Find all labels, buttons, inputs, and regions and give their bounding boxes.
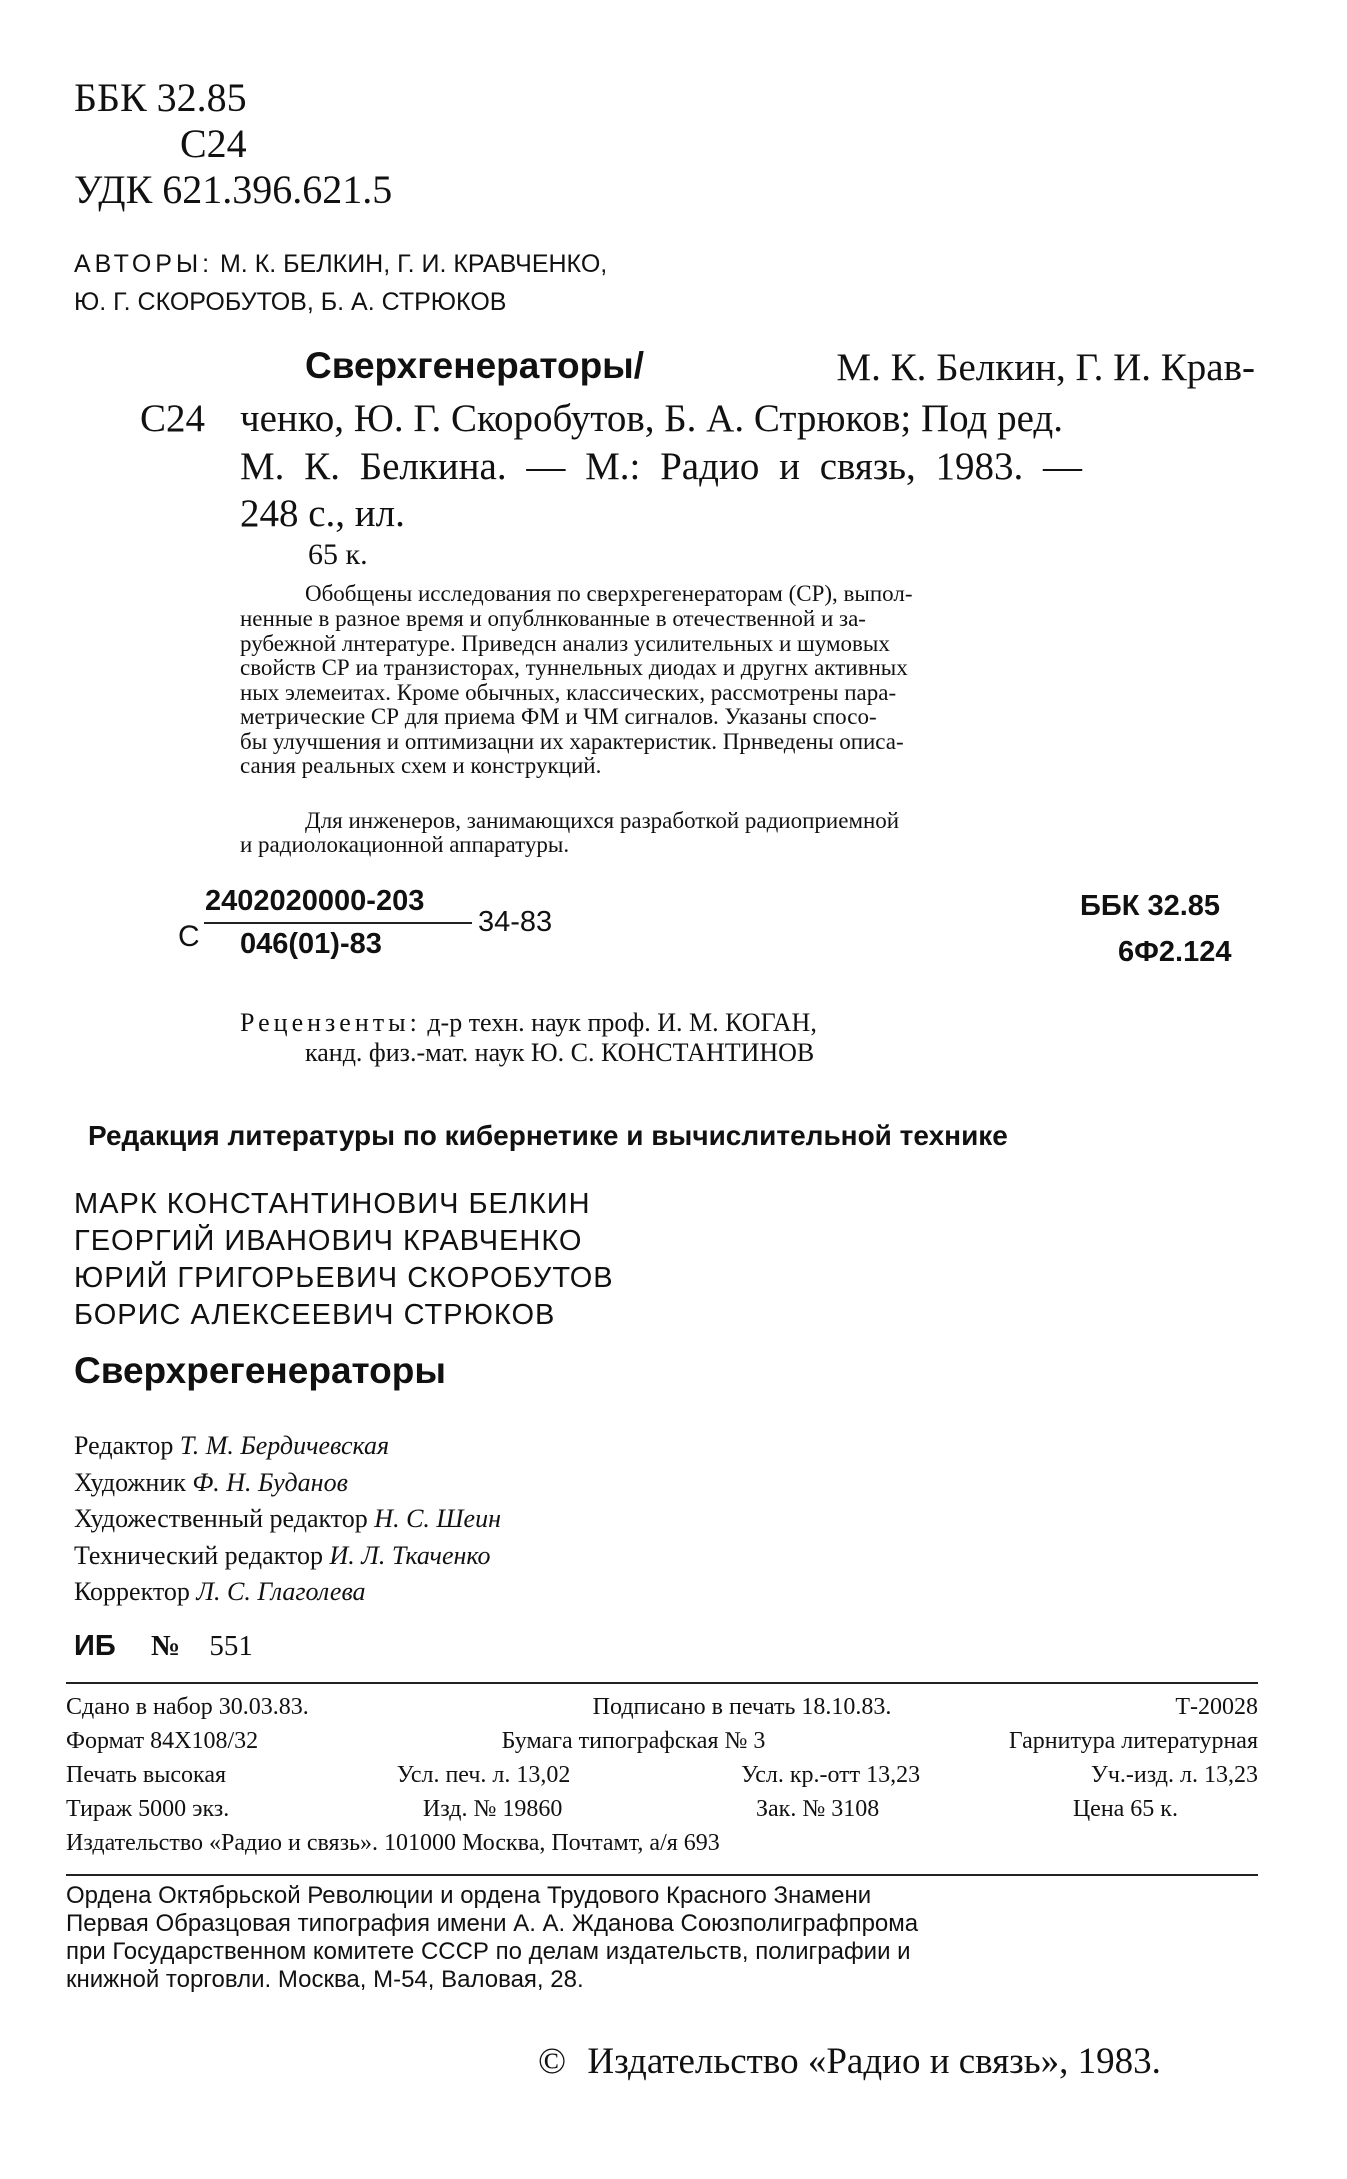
editorial-line: Редакция литературы по кибернетике и вычислительной технике: [88, 1120, 1008, 1151]
formula-bbk: ББК 32.85: [1080, 890, 1221, 922]
printer-block: [66, 1882, 918, 1994]
print-info-bottom-rule: [66, 1874, 1258, 1876]
print-row-5: Издательство «Радио и связь». 101000 Москва, Почтамт, а/я 693: [66, 1830, 720, 1856]
full-name: ЮРИЙ ГРИГОРЬЕВИЧ СКОРОБУТОВ: [74, 1262, 614, 1294]
entry-line-2: ченко, Ю. Г. Скоробутов, Б. А. Стрюков; Под ред.: [240, 397, 1063, 440]
credit-role: Корректор: [74, 1577, 190, 1606]
abstract-line: сания реальных схем и конструкций.: [240, 753, 602, 778]
credit-name: И. Л. Ткаченко: [329, 1540, 491, 1570]
catalog-code: С24: [180, 121, 247, 166]
copyright-text: Издательство «Радио и связь», 1983.: [587, 2041, 1161, 2082]
formula-suffix: 34-83: [478, 906, 553, 938]
credit-role: Редактор: [74, 1431, 174, 1460]
full-name: МАРК КОНСТАНТИНОВИЧ БЕЛКИН: [74, 1188, 591, 1220]
printer-line: книжной торговли. Москва, М-54, Валовая, 28.: [66, 1966, 584, 1993]
authors-names-1: М. К. БЕЛКИН, Г. И. КРАВЧЕНКО,: [219, 250, 608, 278]
print-row-2: [66, 1728, 1258, 1755]
credit-line: [74, 1538, 501, 1575]
print-cell: Формат 84Х108/32: [66, 1728, 259, 1754]
print-cell: Печать высокая: [66, 1762, 227, 1788]
print-row-3: [66, 1762, 1258, 1789]
credit-line: [74, 1428, 501, 1465]
entry-line-1: [305, 345, 1255, 390]
print-cell: Тираж 5000 экз.: [66, 1796, 230, 1822]
formula-fraction-line: [204, 922, 472, 924]
abstract-audience-1: Для инженеров, занимающихся разработкой радиоприемной: [305, 808, 900, 833]
print-row-4: [66, 1796, 1258, 1823]
credit-line: [74, 1465, 501, 1502]
print-cell: Усл. кр.-отт 13,23: [741, 1762, 921, 1788]
print-cell: Т-20028: [1175, 1694, 1258, 1720]
credit-name: Ф. Н. Буданов: [192, 1467, 348, 1497]
entry-price: 65 к.: [308, 538, 368, 571]
print-info-top-rule: [66, 1682, 1258, 1684]
reviewers-names-2: канд. физ.-мат. наук Ю. С. КОНСТАНТИНОВ: [305, 1038, 815, 1067]
copyright-line: [538, 2040, 1161, 2083]
abstract: [305, 582, 913, 607]
reviewers-label: Рецензенты:: [240, 1008, 421, 1037]
full-names: [74, 1186, 614, 1334]
entry-index: С24: [140, 397, 206, 440]
formula-code: 6Ф2.124: [1118, 936, 1232, 968]
print-cell: Бумага типографская № 3: [501, 1728, 766, 1754]
abstract-line: ненные в разное время и опублнкованные в отечественной и за-: [240, 606, 866, 631]
credit-role: Технический редактор: [74, 1540, 323, 1570]
credit-role: Художник: [74, 1467, 186, 1497]
ib-line: [74, 1630, 253, 1663]
abstract-line: Обобщены исследования по сверхрегенераторам (СР), выпол-: [305, 581, 913, 606]
credit-line: [74, 1501, 501, 1538]
abstract-line: метрические СР для приема ФМ и ЧМ сигналов. Указаны спосо-: [240, 704, 877, 729]
credit-name: Т. М. Бердичевская: [179, 1431, 390, 1460]
credit-name: Л. С. Глаголева: [196, 1577, 366, 1606]
credits: [74, 1428, 501, 1611]
printer-line: при Государственном комитете СССР по делам издательств, полиграфии и: [66, 1938, 911, 1965]
full-name: БОРИС АЛЕКСЕЕВИЧ СТРЮКОВ: [74, 1299, 556, 1331]
authors-line-1: [74, 250, 607, 279]
book-title: Сверхрегенераторы: [74, 1350, 446, 1391]
abstract-line: свойств СР иа транзисторах, туннельных диодах и другнх активных: [240, 655, 908, 680]
print-cell: Уч.-изд. л. 13,23: [1090, 1762, 1258, 1788]
authors-names-2: Ю. Г. СКОРОБУТОВ, Б. А. СТРЮКОВ: [74, 288, 507, 316]
print-cell: Гарнитура литературная: [1008, 1728, 1258, 1754]
ib-label: ИБ: [74, 1630, 116, 1662]
entry-line-1-rest: М. К. Белкин, Г. И. Крав-: [836, 346, 1255, 389]
entry-line-3: М. К. Белкина. — М.: Радио и связь, 1983. —: [240, 445, 1083, 488]
formula-denominator: 046(01)-83: [240, 928, 382, 960]
abstract-line: ных элемеитах. Кроме обычных, классических, рассмотрены пара-: [240, 679, 897, 705]
formula-numerator: 2402020000-203: [205, 885, 425, 917]
formula-letter: С: [178, 920, 200, 953]
print-cell: Усл. печ. л. 13,02: [396, 1762, 571, 1788]
print-row-1: [66, 1694, 1258, 1721]
abstract-line: рубежной лнтературе. Приведсн анализ усилительных и шумовых: [240, 630, 890, 656]
ib-no-sign: №: [150, 1630, 181, 1662]
print-cell: Цена 65 к.: [1072, 1796, 1178, 1822]
entry-line-4: 248 с., ил.: [240, 492, 405, 535]
print-cell: Зак. № 3108: [755, 1796, 880, 1822]
printer-line: Первая Образцовая типография имени А. А. Жданова Союзполиграфпрома: [66, 1910, 919, 1937]
printer-line: Ордена Октябрьской Революции и ордена Трудового Красного Знамени: [66, 1882, 872, 1909]
abstract-line: бы улучшения и оптимизацни их характеристик. Прнведены описа-: [240, 728, 904, 754]
reviewers-line-1: [240, 1008, 817, 1038]
abstract-audience-2: и радиолокационной аппаратуры.: [240, 832, 570, 857]
entry-title: Сверхгенераторы/: [305, 345, 645, 386]
credit-name: Н. С. Шеин: [374, 1504, 501, 1533]
udk-code: УДК 621.396.621.5: [74, 167, 393, 212]
print-cell: Подписано в печать 18.10.83.: [592, 1694, 892, 1720]
credit-line: [74, 1574, 501, 1611]
credit-role: Художественный редактор: [74, 1504, 368, 1533]
abstract-body: [240, 607, 908, 779]
bbk-code: ББК 32.85: [74, 75, 247, 120]
ib-number: 551: [209, 1630, 253, 1662]
full-name: ГЕОРГИЙ ИВАНОВИЧ КРАВЧЕНКО: [74, 1225, 583, 1257]
reviewers-names-1: д-р техн. наук проф. И. М. КОГАН,: [427, 1008, 817, 1037]
copyright-icon: ©: [538, 2041, 567, 2082]
print-cell: Сдано в набор 30.03.83.: [66, 1694, 309, 1720]
print-cell: Изд. № 19860: [422, 1796, 563, 1822]
authors-label: АВТОРЫ:: [74, 250, 214, 278]
